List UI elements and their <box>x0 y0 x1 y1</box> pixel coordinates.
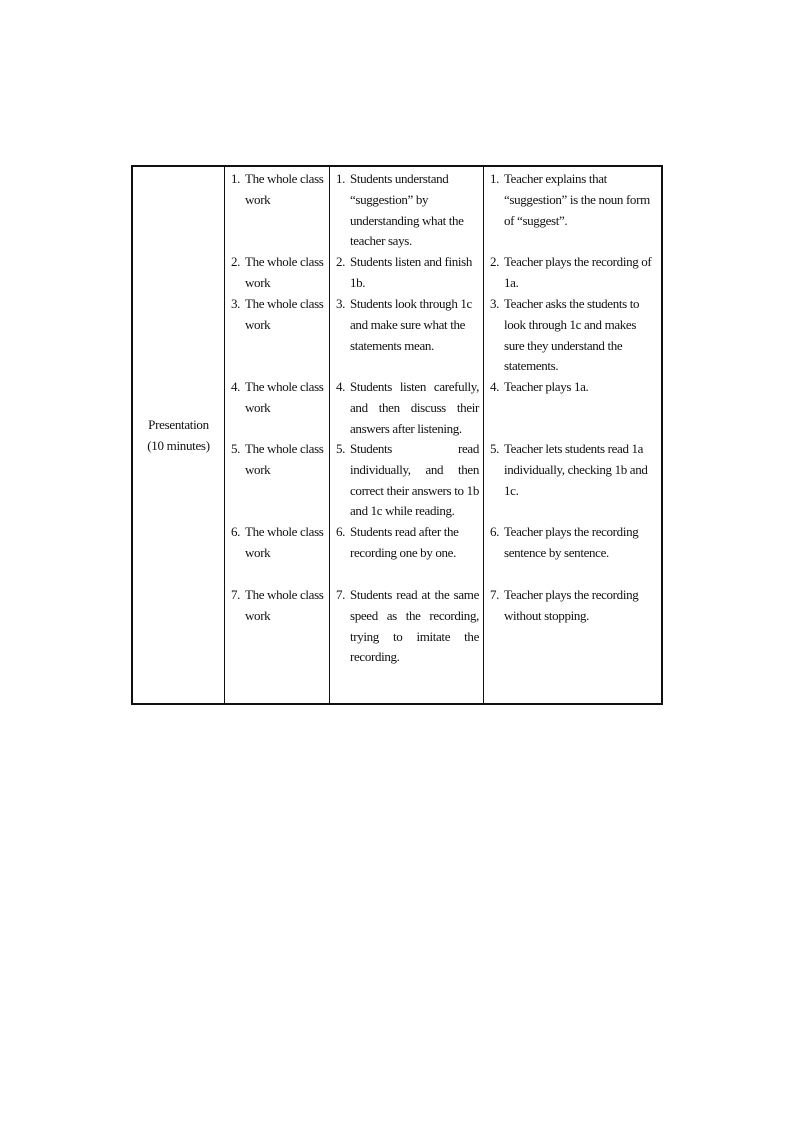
teacher-item-7: 7. Teacher plays the recording without stopping. <box>490 587 639 623</box>
mode-item-5: 5. The whole class work <box>231 441 324 477</box>
mode-item-4: 4. The whole class work <box>231 379 324 415</box>
student-item-6: 6. Students read after the recording one by one. <box>336 524 459 560</box>
stage-duration: (10 minutes) <box>147 438 210 453</box>
student-activity-column <box>329 167 483 703</box>
teacher-item-3: 3. Teacher asks the students to look through 1c and makes sure they understand the statements. <box>490 296 640 374</box>
mode-item-7: 7. The whole class work <box>231 587 324 623</box>
student-item-7: 7. Students read at the same speed as the recording, trying to imitate the recording. <box>336 587 479 665</box>
teacher-item-6: 6. Teacher plays the recording sentence by sentence. <box>490 524 639 560</box>
student-item-1: 1. Students understand “suggestion” by understanding what the teacher says. <box>336 171 464 249</box>
teacher-item-5: 5. Teacher lets students read 1a individually, checking 1b and 1c. <box>490 441 648 498</box>
mode-item-2: 2. The whole class work <box>231 254 324 290</box>
interaction-mode-column <box>224 167 329 703</box>
teacher-item-1: 1. Teacher explains that “suggestion” is the noun form of “suggest”. <box>490 171 650 228</box>
stage-name: Presentation <box>148 417 209 432</box>
lesson-plan-table <box>131 165 663 705</box>
teacher-activity-column <box>483 167 661 703</box>
mode-item-1: 1. The whole class work <box>231 171 324 207</box>
stage-cell <box>133 167 224 703</box>
student-item-4: 4. Students listen carefully, and then discuss their answers after listening. <box>336 379 479 436</box>
teacher-item-2: 2. Teacher plays the recording of 1a. <box>490 254 652 290</box>
mode-item-6: 6. The whole class work <box>231 524 324 560</box>
student-item-2: 2. Students listen and finish 1b. <box>336 254 472 290</box>
mode-item-3: 3. The whole class work <box>231 296 324 332</box>
teacher-item-4: 4. Teacher plays 1a. <box>490 379 589 394</box>
student-item-5: 5. Students read individually, and then correct their answers to 1b and 1c while reading. <box>336 441 479 519</box>
student-item-3: 3. Students look through 1c and make sure what the statements mean. <box>336 296 472 353</box>
